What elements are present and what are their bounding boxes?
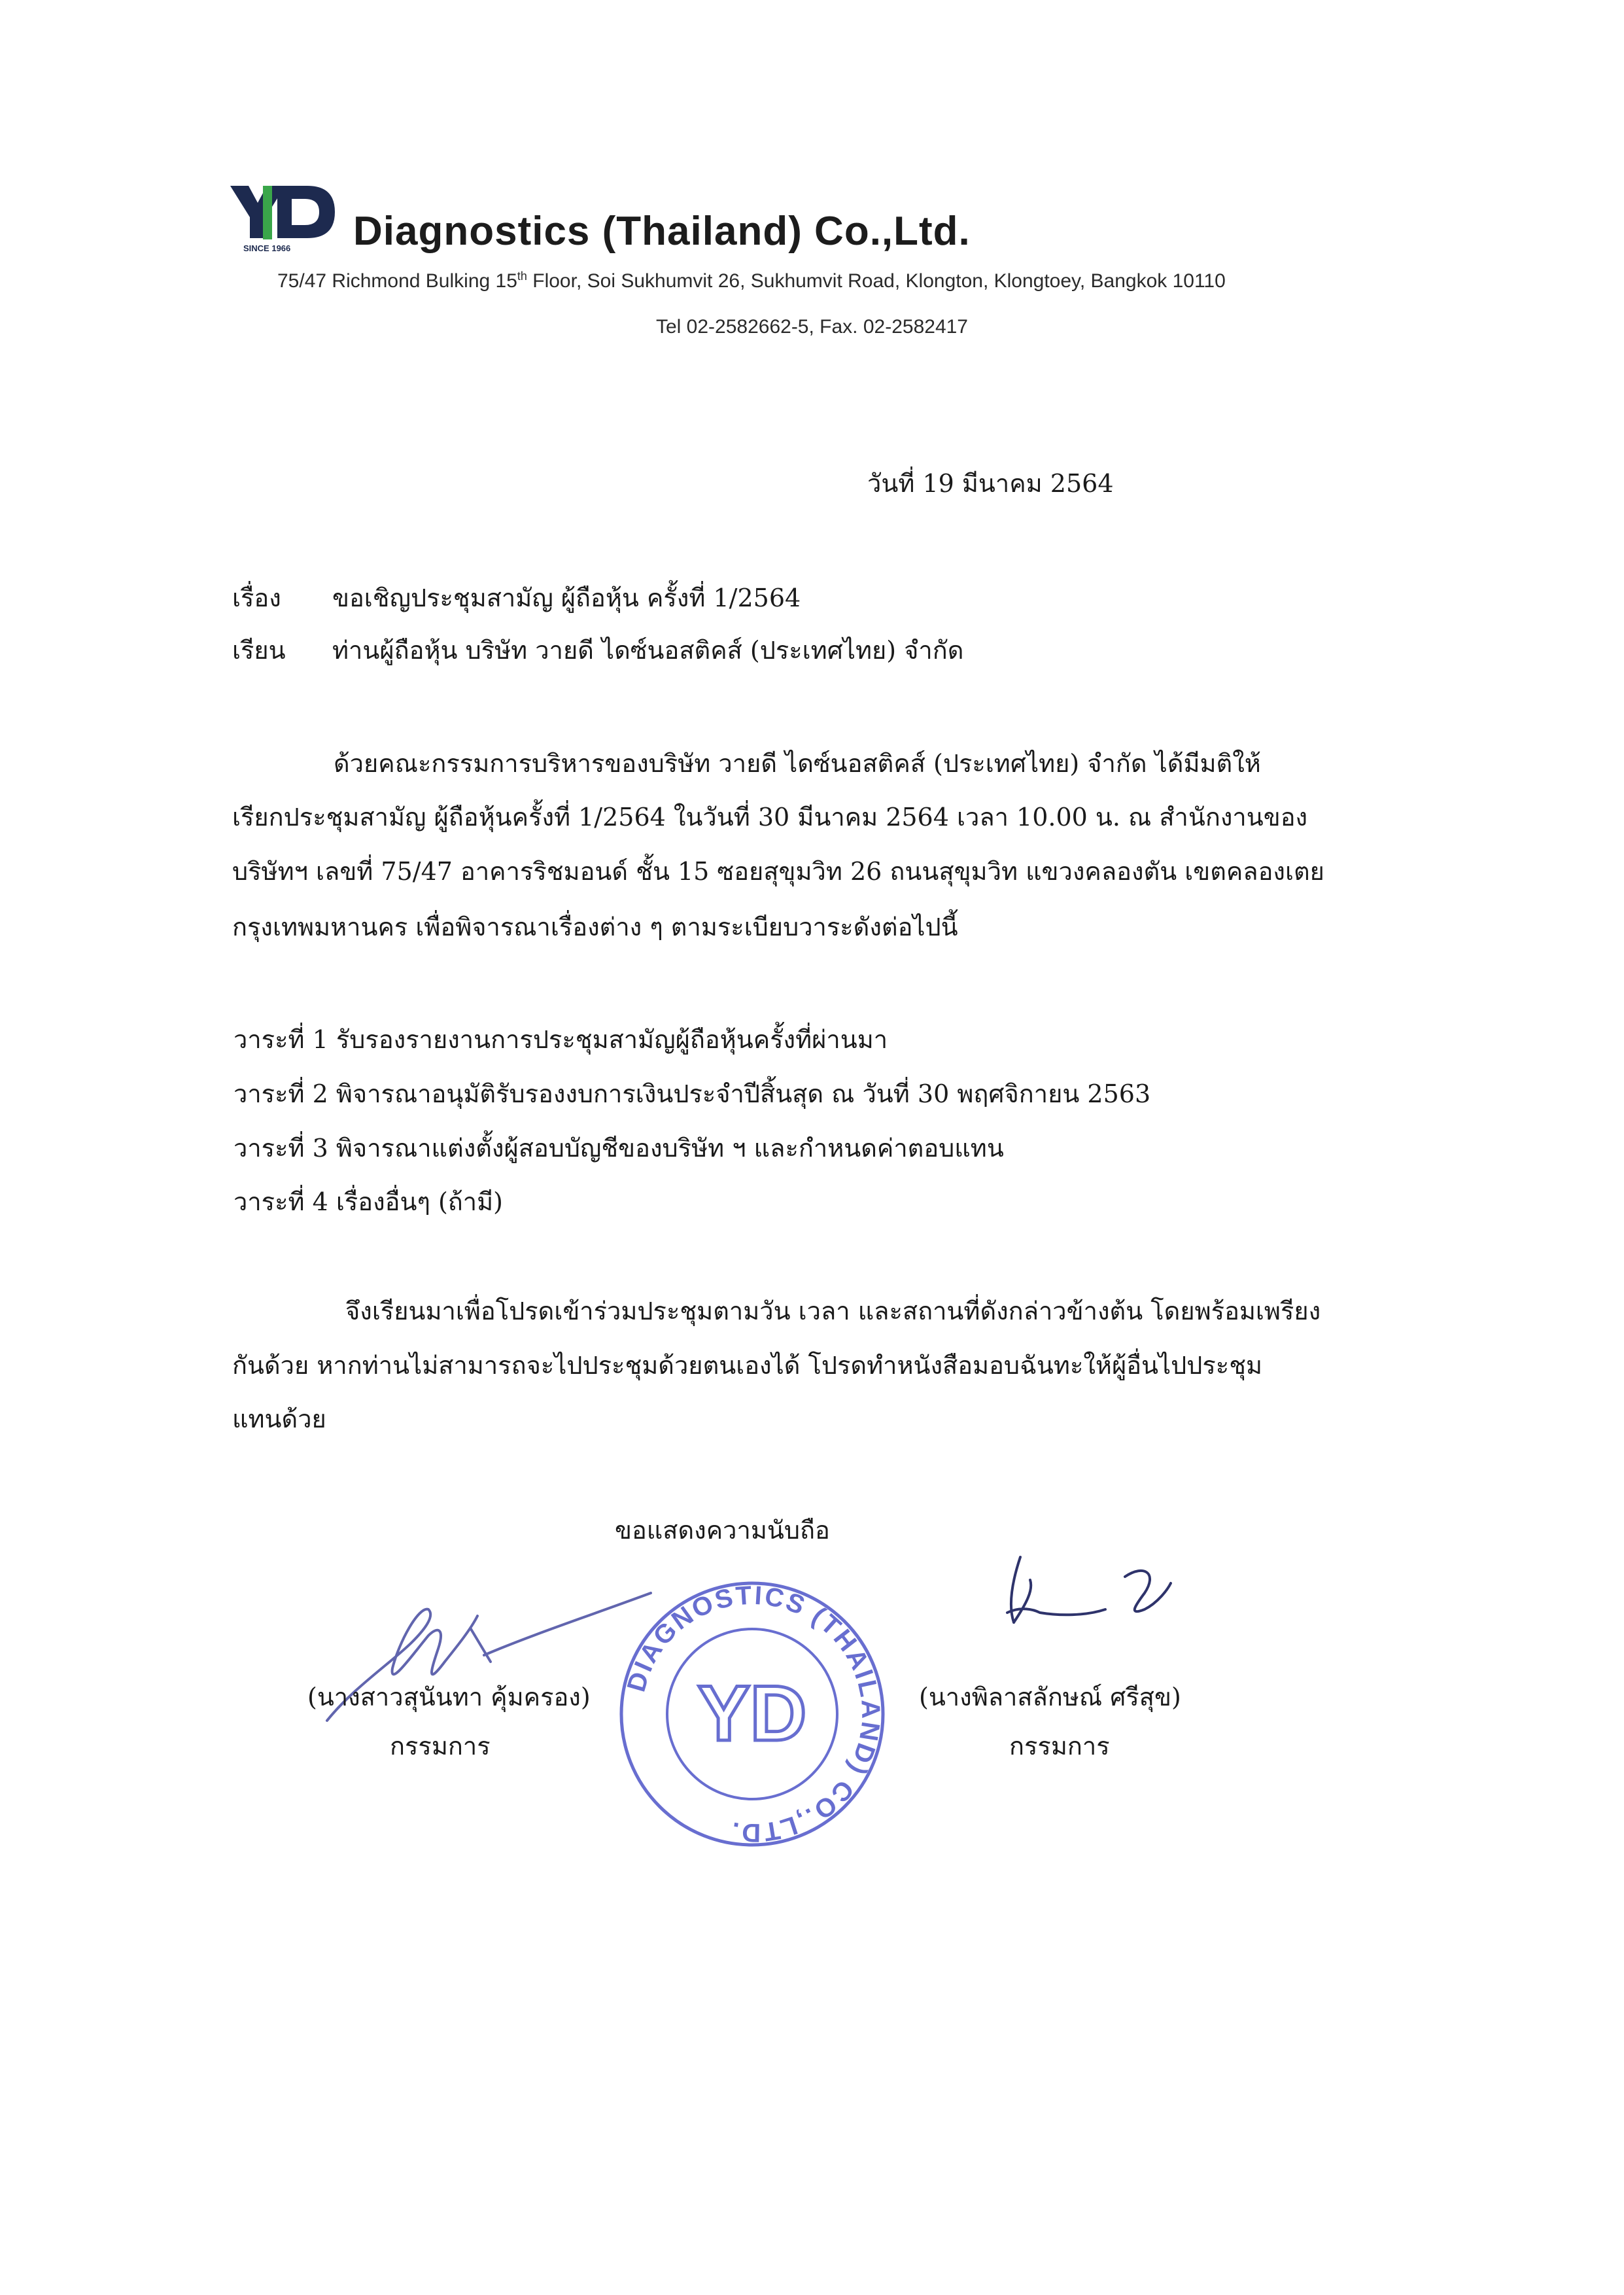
signatory-1-title: กรรมการ bbox=[390, 1732, 491, 1761]
subject-label: เรื่อง bbox=[232, 584, 281, 612]
logo-since-text: SINCE 1966 bbox=[243, 243, 291, 253]
recipient-text: ท่านผู้ถือหุ้น บริษัท วายดี ไดซ์นอสติคส์ (ประเทศไทย) จำกัด bbox=[332, 636, 964, 665]
body-paragraph-2-line: จึงเรียนมาเพื่อโปรดเข้าร่วมประชุมตามวัน เวลา และสถานที่ดังกล่าวข้างต้น โดยพร้อมเพรียง bbox=[345, 1297, 1321, 1325]
company-stamp bbox=[615, 1577, 890, 1851]
agenda-item: วาระที่ 3 พิจารณาแต่งตั้งผู้สอบบัญชีของบริษัท ฯ และกำหนดค่าตอบแทน bbox=[233, 1134, 1004, 1163]
company-name: Diagnostics (Thailand) Co.,Ltd. bbox=[353, 209, 971, 254]
signature-2-handwriting bbox=[994, 1544, 1177, 1642]
closing-text: ขอแสดงความนับถือ bbox=[615, 1516, 830, 1545]
body-paragraph-1-line: บริษัทฯ เลขที่ 75/47 อาคารริชมอนด์ ชั้น 15 ซอยสุขุมวิท 26 ถนนสุขุมวิท แขวงคลองตัน เขตคลองเตย bbox=[232, 857, 1324, 886]
agenda-item: วาระที่ 2 พิจารณาอนุมัติรับรองงบการเงินประจำปีสิ้นสุด ณ วันที่ 30 พฤศจิกายน 2563 bbox=[233, 1079, 1151, 1108]
signatory-2-name: (นางพิลาสลักษณ์ ศรีสุข) bbox=[919, 1683, 1181, 1711]
signatory-2-title: กรรมการ bbox=[1009, 1732, 1110, 1761]
signature-1-handwriting bbox=[314, 1590, 654, 1740]
signatory-1-name: (นางสาวสุนันทา คุ้มครอง) bbox=[307, 1683, 591, 1711]
address-superscript: th bbox=[517, 270, 527, 283]
subject-text: ขอเชิญประชุมสามัญ ผู้ถือหุ้น ครั้งที่ 1/2564 bbox=[332, 584, 801, 612]
address-part-2: Floor, Soi Sukhumvit 26, Sukhumvit Road, Klongton, Klongtoey, Bangkok 10110 bbox=[527, 270, 1226, 292]
company-address bbox=[277, 270, 1226, 292]
body-paragraph-1-line: เรียกประชุมสามัญ ผู้ถือหุ้นครั้งที่ 1/2564 ในวันที่ 30 มีนาคม 2564 เวลา 10.00 น. ณ สำนักงานของ bbox=[232, 803, 1308, 832]
address-part-1: 75/47 Richmond Bulking 15 bbox=[277, 270, 517, 292]
company-logo bbox=[229, 183, 339, 255]
logo-mark bbox=[230, 186, 335, 239]
letter-date: วันที่ 19 มีนาคม 2564 bbox=[867, 469, 1114, 498]
recipient-label: เรียน bbox=[232, 636, 286, 665]
body-paragraph-1-line: ด้วยคณะกรรมการบริหารของบริษัท วายดี ไดซ์นอสติคส์ (ประเทศไทย) จำกัด ได้มีมติให้ bbox=[334, 749, 1261, 778]
body-paragraph-1-line: กรุงเทพมหานคร เพื่อพิจารณาเรื่องต่าง ๆ ตามระเบียบวาระดังต่อไปนี้ bbox=[232, 913, 958, 941]
stamp-center-text: YD bbox=[697, 1670, 807, 1757]
body-paragraph-2-line: กันด้วย หากท่านไม่สามารถจะไปประชุมด้วยตนเองได้ โปรดทำหนังสือมอบฉันทะให้ผู้อื่นไปประชุม bbox=[232, 1351, 1263, 1380]
agenda-item: วาระที่ 1 รับรองรายงานการประชุมสามัญผู้ถือหุ้นครั้งที่ผ่านมา bbox=[233, 1025, 888, 1054]
agenda-item: วาระที่ 4 เรื่องอื่นๆ (ถ้ามี) bbox=[233, 1187, 503, 1216]
body-paragraph-2-line: แทนด้วย bbox=[232, 1405, 326, 1433]
stamp-ring-text: DIAGNOSTICS (THAILAND) CO.,LTD. bbox=[621, 1581, 886, 1848]
company-phone-fax: Tel 02-2582662-5, Fax. 02-2582417 bbox=[655, 316, 968, 338]
